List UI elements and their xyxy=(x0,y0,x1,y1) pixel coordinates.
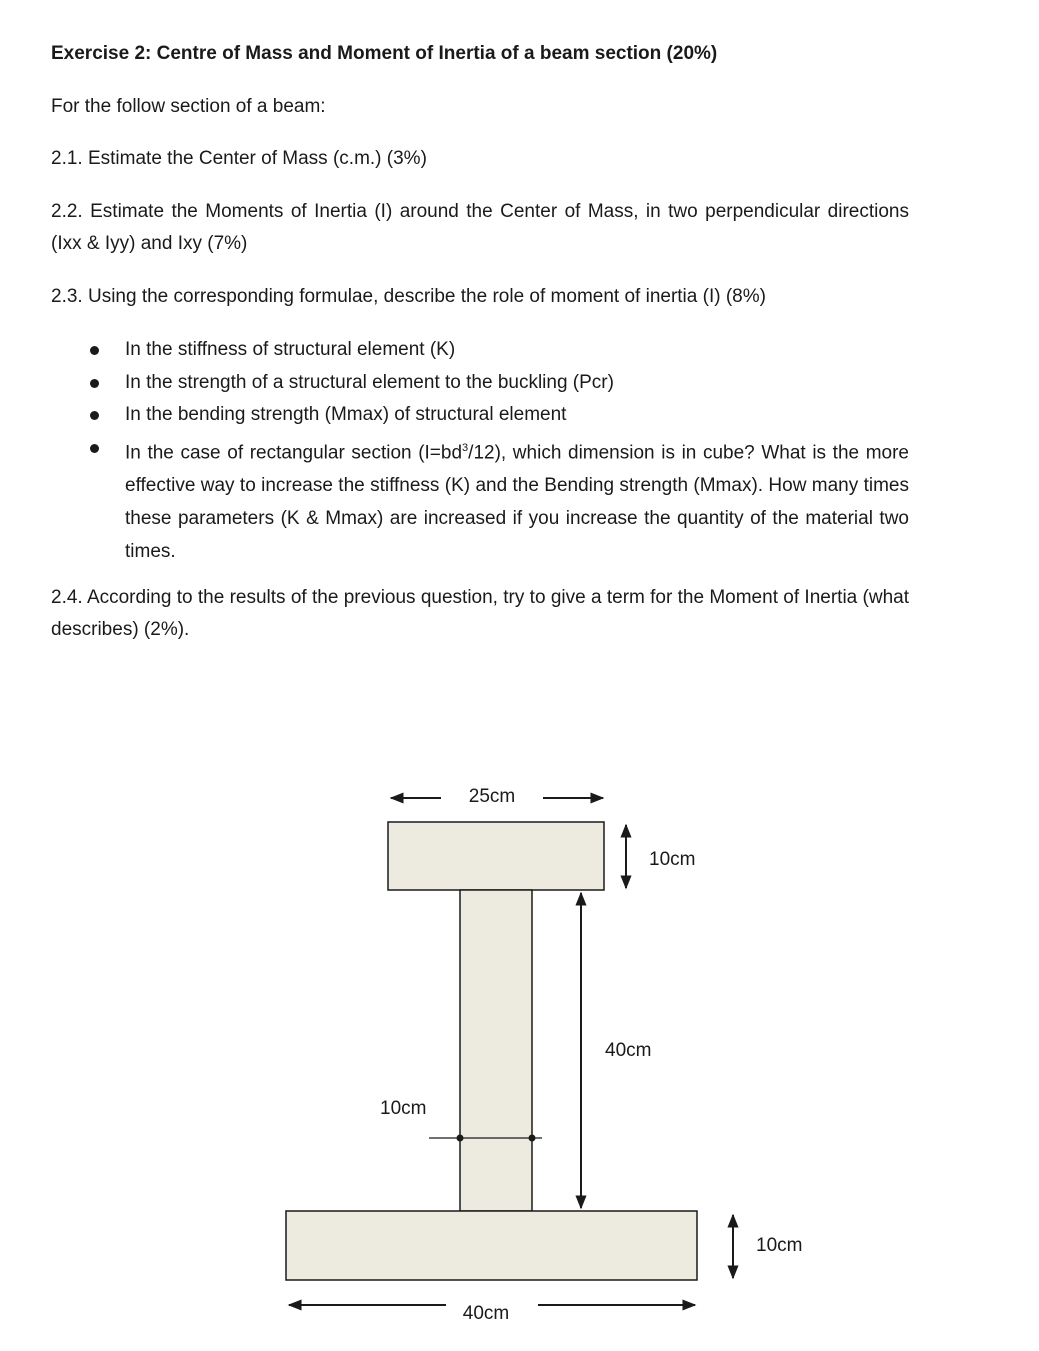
web-width-label: 10cm xyxy=(380,1098,427,1119)
top-flange xyxy=(388,822,604,890)
bottom-height-label: 10cm xyxy=(756,1235,803,1256)
question-2-3: 2.3. Using the corresponding formulae, describe the role of moment of inertia (I) (8%) xyxy=(51,286,766,307)
top-width-label: 25cm xyxy=(468,786,516,807)
top-height-label: 10cm xyxy=(649,849,696,870)
exercise-title: Exercise 2: Centre of Mass and Moment of Inertia of a beam section (20%) xyxy=(51,43,718,64)
bullet-text: In the bending strength (Mmax) of structural element xyxy=(125,404,567,426)
web-height-label: 40cm xyxy=(605,1040,652,1061)
intro-text: For the follow section of a beam: xyxy=(51,96,326,117)
bottom-flange xyxy=(286,1211,697,1280)
web-width-dot-right xyxy=(529,1135,536,1142)
exponent: 3 xyxy=(462,442,469,455)
web xyxy=(460,890,532,1211)
question-2-2: 2.2. Estimate the Moments of Inertia (I) around the Center of Mass, in two perpendicular directions (Ixx & Iyy) and Ixy (7%) xyxy=(51,201,909,254)
bullet-text-part-a: In the case of rectangular section (I=bd xyxy=(125,442,463,464)
bullet-text-part-b: /12), which dimension is in cube? What is the more effective way to increase the stiffness (K) and the Bending strength (Mmax). How many times these parameters (K & Mmax) are increased if you increase the quantity of the material two times. xyxy=(125,442,909,562)
web-width-dot-left xyxy=(457,1135,464,1142)
bullet-text: In the stiffness of structural element (K) xyxy=(125,339,456,360)
bullet-text: In the strength of a structural element to the buckling (Pcr) xyxy=(125,371,614,393)
question-2-1: 2.1. Estimate the Center of Mass (c.m.) (3%) xyxy=(51,148,427,169)
question-2-4: 2.4. According to the results of the previous question, try to give a term for the Moment of Inertia (what describes) (2%). xyxy=(51,587,909,640)
bottom-width-label: 40cm xyxy=(462,1303,510,1324)
